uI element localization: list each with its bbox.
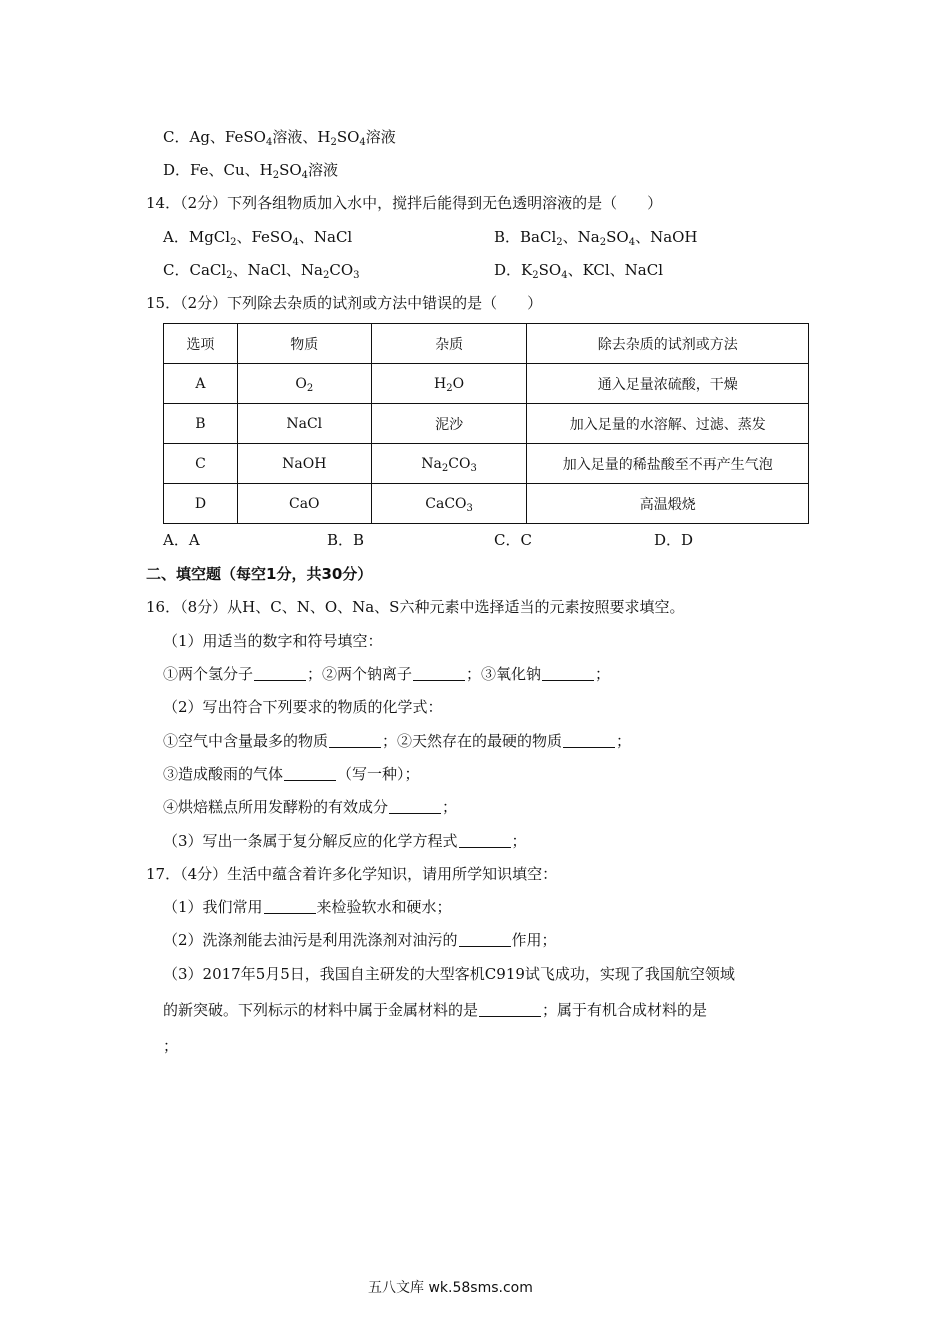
q16-part2-item-c [163,764,420,784]
answer-blank[interactable] [479,1002,541,1017]
option-label: A． [163,228,189,246]
q15-stem: 15．（2分）下列除去杂质的试剂或方法中错误的是（ ） [146,294,543,312]
prompt-text: 作用； [511,931,557,949]
option-label: C． [163,128,190,146]
q16-part2: （2）写出符合下列要求的物质的化学式： [163,698,443,716]
q16-part2-items-ab [163,731,631,751]
formula-text: Fe、Cu、H [190,161,273,179]
prompt-text: （写一种）； [337,765,420,783]
formula-text: CaCO [425,495,467,512]
option-label: B． [494,228,521,246]
q16-part3 [163,831,527,851]
header-impurity: 杂质 [371,324,527,364]
answer-blank[interactable] [413,666,465,681]
subscript: 4 [561,270,568,281]
answer-blank[interactable] [563,733,615,748]
subscript: 2 [306,382,314,394]
prompt-text: 来检验软水和硬水； [316,898,452,916]
option-label: D． [494,261,522,279]
cell-method: 通入足量浓硫酸，干燥 [527,364,809,404]
subscript: 3 [466,502,473,514]
header-substance: 物质 [237,324,371,364]
formula-text: BaCl [520,228,557,246]
formula-text: O [452,375,465,392]
option-label: D． [163,161,191,179]
prompt-text: ④烘焙糕点所用发酵粉的有效成分 [163,798,389,816]
cell-substance: NaOH [237,444,371,484]
cell-substance [237,364,371,404]
answer-blank[interactable] [542,666,594,681]
q15-table [163,323,809,524]
section-title: 二、填空题（每空1分，共30分） [146,565,373,583]
formula-text: 溶液、H [272,128,331,146]
q17-part1 [163,897,452,917]
prompt-text: （1）我们常用 [163,898,263,916]
subscript: 2 [226,270,233,281]
subscript: 2 [446,382,453,394]
cell-impurity [371,484,527,524]
prompt-text: ③造成酸雨的气体 [163,765,284,783]
formula-text: O [295,375,307,392]
subscript: 2 [322,270,330,281]
formula-text: CO [448,455,471,472]
answer-blank[interactable] [459,833,511,848]
table-header-row [164,324,809,364]
cell-method: 加入足量的稀盐酸至不再产生气泡 [527,444,809,484]
formula-text: SO [279,161,302,179]
prompt-text: ；③氧化钠 [466,665,542,683]
formula-text: CO [329,261,354,279]
cell-impurity [371,364,527,404]
cell-option: B [164,404,238,444]
formula-text: SO [336,128,360,146]
q16-part1-items [163,664,610,684]
subscript: 2 [599,237,607,248]
cell-impurity: 泥沙 [371,404,527,444]
subscript: 2 [556,237,563,248]
answer-blank[interactable] [389,799,441,814]
q15-answer-b: B．B [327,531,365,549]
answer-blank[interactable] [284,766,336,781]
q14-option-d [494,260,663,280]
table-row [164,364,809,404]
formula-text: 、NaCl [298,228,353,246]
q17-stem: 17．（4分）生活中蕴含着许多化学知识，请用所学知识填空： [146,865,558,883]
q17-part3-line3: ； [163,1037,179,1055]
formula-text: 溶液 [365,128,396,146]
q15-answer-c: C．C [494,531,532,549]
q14-stem: 14．（2分）下列各组物质加入水中，搅拌后能得到无色透明溶液的是（ ） [146,194,663,212]
q15-answer-d: D．D [654,531,694,549]
answer-blank[interactable] [459,932,511,947]
q13-option-c [163,127,396,147]
subscript: 4 [359,137,366,148]
subscript: 4 [292,237,299,248]
subscript: 3 [470,462,477,474]
prompt-text: ； [595,665,611,683]
prompt-text: （2）洗涤剂能去油污是利用洗涤剂对油污的 [163,931,458,949]
q17-part3-line1: （3）2017年5月5日，我国自主研发的大型客机C919试飞成功，实现了我国航空领域 [163,965,735,983]
prompt-text: ①空气中含量最多的物质 [163,732,329,750]
cell-option: D [164,484,238,524]
formula-text: SO [606,228,629,246]
cell-method: 加入足量的水溶解、过滤、蒸发 [527,404,809,444]
subscript: 2 [330,137,337,148]
q17-part2 [163,930,557,950]
formula-text: 、KCl、NaCl [567,261,663,279]
q14-option-a [163,227,352,247]
answer-blank[interactable] [254,666,306,681]
formula-text: CaCl [189,261,227,279]
table-row [164,404,809,444]
q14-option-b [494,227,698,247]
header-method: 除去杂质的试剂或方法 [527,324,809,364]
formula-text: 、Na [562,228,600,246]
formula-text: 、NaOH [635,228,698,246]
cell-option: A [164,364,238,404]
formula-text: SO [538,261,562,279]
formula-text: MgCl [188,228,231,246]
answer-blank[interactable] [264,899,316,914]
q16-part1: （1）用适当的数字和符号填空： [163,632,383,650]
footer-text: 五八文库 wk.58sms.com [368,1280,533,1296]
formula-text: 溶液 [308,161,339,179]
subscript: 2 [532,270,539,281]
option-label: C． [163,261,190,279]
prompt-text: ①两个氢分子 [163,665,254,683]
q15-answer-a: A．A [163,531,200,549]
cell-substance: NaCl [237,404,371,444]
prompt-text: ；②两个钠离子 [307,665,413,683]
subscript: 4 [628,237,636,248]
q16-part2-item-d [163,797,457,817]
formula-text: K [521,261,533,279]
q13-option-d [163,160,338,180]
cell-option: C [164,444,238,484]
subscript: 2 [441,462,449,474]
cell-impurity [371,444,527,484]
prompt-text: ；属于有机合成材料的是 [542,1001,708,1019]
table-row [164,484,809,524]
answer-blank[interactable] [329,733,381,748]
q17-part3-line2 [163,1000,707,1020]
prompt-text: （3）写出一条属于复分解反应的化学方程式 [163,832,458,850]
cell-substance: CaO [237,484,371,524]
prompt-text: ； [442,798,458,816]
subscript: 2 [230,237,237,248]
subscript: 4 [301,170,309,181]
prompt-text: ； [511,832,527,850]
formula-text: 、NaCl、Na [232,261,323,279]
q14-option-c [163,260,360,280]
header-option: 选项 [164,324,238,364]
subscript: 2 [272,170,280,181]
subscript: 3 [353,270,360,281]
prompt-text: ；②天然存在的最硬的物质 [382,732,563,750]
cell-method: 高温煅烧 [527,484,809,524]
prompt-text: 的新突破。下列标示的材料中属于金属材料的是 [163,1001,479,1019]
subscript: 4 [265,137,273,148]
formula-text: H [434,375,447,392]
formula-text: Ag、FeSO [189,128,266,146]
prompt-text: ； [616,732,632,750]
formula-text: Na [421,455,442,472]
q16-stem: 16．（8分）从H、C、N、O、Na、S六种元素中选择适当的元素按照要求填空。 [146,598,685,616]
formula-text: 、FeSO [236,228,293,246]
table-row [164,444,809,484]
